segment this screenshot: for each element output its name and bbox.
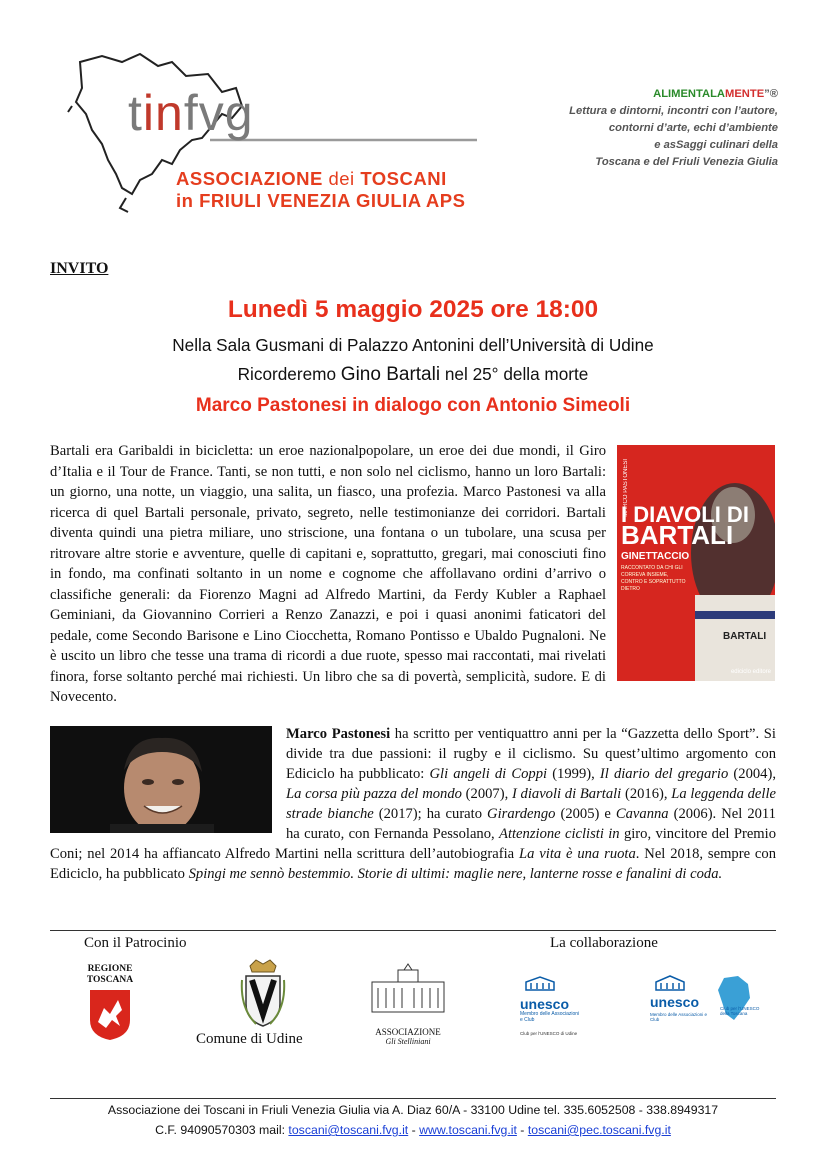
event-commemoration: Ricorderemo Gino Bartali nel 25° della morte — [237, 364, 589, 385]
pec-email-link[interactable]: toscani@pec.toscani.fvg.it — [527, 1123, 671, 1137]
unesco-club-toscana-logo: unesco Membro delle Associazioni e Club Club per l'UNESCO della Toscana — [650, 974, 760, 1034]
tagline-line: contorni d’arte, echi d’ambiente — [608, 122, 778, 134]
pegasus-shield-icon — [80, 986, 140, 1042]
author-bio: Marco Pastonesi ha scritto per ventiquattro anni per la “Gazzetta dello Sport”. Si divide tra due passioni: il rugby e il ciclismo. Su quest’ultimo argomento con Ediciclo ha pubblicato: Gli angeli di Coppi (1999), Il diario del gregario (2004), La corsa più pazza del mondo (2007), I diavoli di Bartali (2016), La leggenda delle strade bianche (2017); ha curato Girardengo (2005) e Cavanna (2006). Nel 2011 ha curato, con Fernanda Pessolano, Attenzione ciclisti in giro, vincitore del Premio Coni; nel 2014 ha affiancato Alfredo Martini nella scrittura dell’autobiografia La vita è una ruota. Nel 2018, sempre con Ediciclo, ha pubblicato Spingi me sennò bestemmio. Storie di ultimi: maglie nere, lanterne rosse e fanalini di coda. — [50, 726, 776, 882]
unesco-club-udine-logo: unesco Membro delle Associazioni e Club Club per l'UNESCO di Udine — [520, 976, 590, 1042]
footer-address: Associazione dei Toscani in Friuli Venezia Giulia via A. Diaz 60/A - 33100 Udine tel. 335.6052508 - 338.8949317 — [107, 1103, 719, 1117]
book-publisher: ediciclo editore — [730, 669, 771, 675]
tagline-line: Lettura e dintorni, incontri con l’autore, — [569, 105, 778, 117]
tagline-line: Toscana e del Friuli Venezia Giulia — [595, 156, 778, 168]
event-speakers: Marco Pastonesi in dialogo con Antonio Simeoli — [195, 395, 631, 416]
cyclist-portrait-image — [617, 445, 775, 681]
author-name: Marco Pastonesi — [286, 726, 391, 742]
association-name-line2: in FRIULI VENEZIA GIULIA APS — [176, 190, 466, 211]
event-venue: Nella Sala Gusmani di Palazzo Antonini dell’Università di Udine — [172, 335, 654, 355]
footer-contacts: C.F. 94090570303 mail: toscani@toscani.fvg.it - www.toscani.fvg.it - toscani@pec.toscani.fvg.it — [155, 1123, 671, 1137]
book-description: Bartali era Garibaldi in bicicletta: un eroe nazionalpopolare, un eroe dei due mondi, il Giro d’Italia e il Tour de France. Tanti, se non tutti, e non solo nel ciclismo, hanno un loro Bartali: un giorno, una notte, un viaggio, una salita, un fiasco, una profezia. Marco Pastonesi va alla ricerca di quel Bartali personale, privato, segreto, nelle testimonianze dei corridori. Bartali diventa quindi una pietra miliare, uno striscione, una fontana o un tubolare, una scusa per ritrovare altre storie e avventure, quelle di capitani e, soprattutto, gregari, mai conosciuti fino in fondo, ma confinati soltanto in un nome e cognome che affollavano ordini d’arrivo o classifiche generali: da Fiorenzo Magni ad Alfredo Martini, da Ferdy Kubler a Raphael Geminiani, da Giovannino Corrieri a Renzo Zanazzi, e poi i quasi anonimi faticatori del pedale, come Secondo Barisone e Lino Ciocchetta, Romano Pontisso e Ubaldo Pugnaloni. Ne è uscito un libro che tesse una trama di ricordi a due ruote, spesso mai raccontati, mai rivelati finora, forse soltanto perché mai richiesti. Un libro che sa di povertà, semplicità, sudore. E di Novecento. — [50, 443, 606, 705]
book-blurb: RACCONTATO DA CHI GLI CORREVA INSIEME, CONTRO E SOPRATTUTTO DIETRO — [621, 565, 686, 592]
association-name-line1: ASSOCIAZIONE dei TOSCANI — [176, 168, 447, 189]
stelliniani-logo: ASSOCIAZIONE Gli Stelliniani — [368, 962, 448, 1042]
book-author: MARCO PASTONESI — [623, 459, 629, 517]
patronage-label: Con il Patrocinio — [84, 935, 187, 951]
invite-label: INVITO — [50, 260, 109, 277]
tagline-line: e asSaggi culinari della — [654, 139, 778, 151]
comune-udine-label: Comune di Udine — [196, 1031, 303, 1047]
email-link[interactable]: toscani@toscani.fvg.it — [288, 1123, 409, 1137]
city-crest-icon — [238, 958, 288, 1028]
jersey-text: BARTALI — [723, 631, 767, 642]
logo-wordmark: tinfvg — [128, 85, 254, 141]
book-cover — [617, 445, 775, 681]
event-date: Lunedì 5 maggio 2025 ore 18:00 — [227, 296, 599, 323]
divider — [50, 1098, 776, 1099]
brand-name: ALIMENTALAMENTE”® — [653, 88, 778, 100]
website-link[interactable]: www.toscani.fvg.it — [419, 1123, 517, 1137]
building-drawing-icon — [368, 962, 448, 1016]
book-subtitle: GINETTACCIO — [621, 551, 690, 562]
book-title: I DIAVOLI DI BARTALI — [621, 502, 749, 550]
divider — [50, 930, 776, 931]
alimentalamente-tagline — [518, 86, 778, 171]
collaboration-label: La collaborazione — [550, 935, 658, 951]
comune-udine-crest — [238, 958, 288, 1028]
regione-toscana-logo: REGIONE TOSCANA — [80, 964, 140, 1044]
unesco-temple-icon — [520, 976, 560, 992]
